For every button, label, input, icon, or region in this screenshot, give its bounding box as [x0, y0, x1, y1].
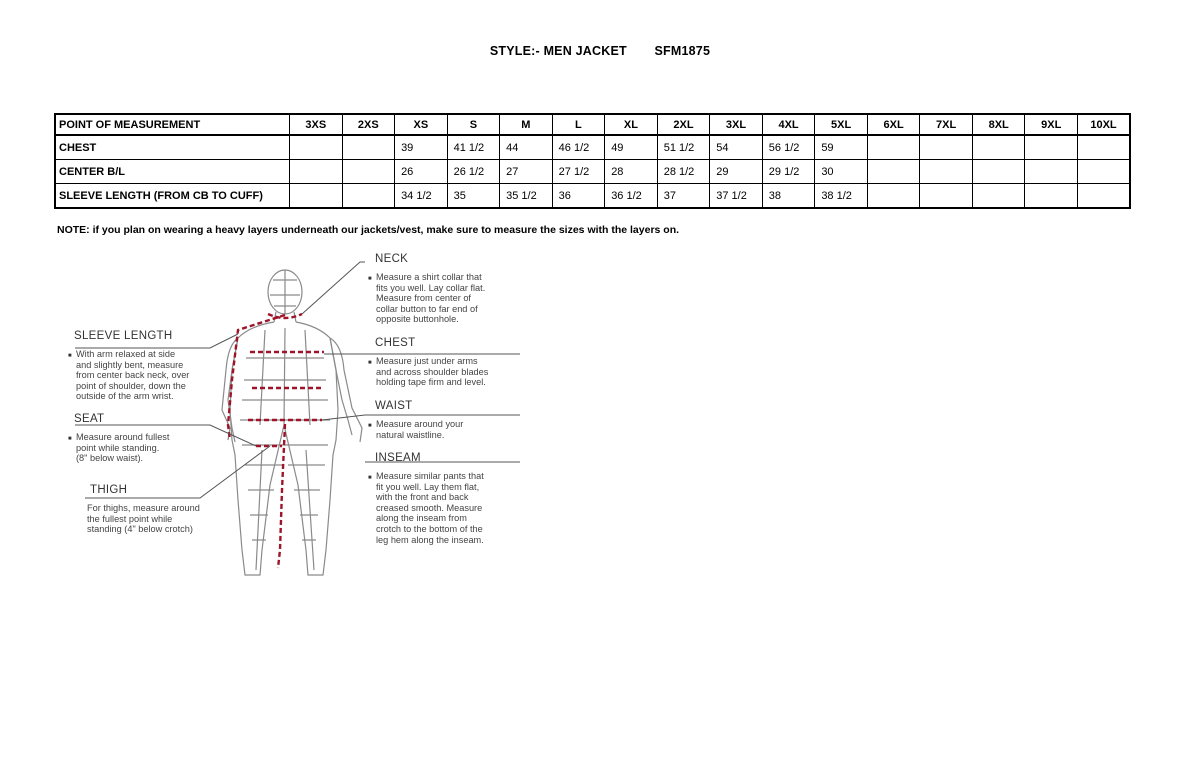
table-cell [1025, 184, 1078, 209]
guide-text-line: (8" below waist). [76, 453, 144, 464]
table-cell [867, 184, 920, 209]
guide-text-line: standing (4" below crotch) [87, 524, 193, 535]
table-cell [972, 135, 1025, 160]
guide-text-line: natural waistline. [376, 429, 445, 440]
table-cell [972, 184, 1025, 209]
guide-text-line: ■ Measure a shirt collar that [376, 272, 482, 282]
table-cell [1077, 160, 1130, 184]
header-size-6xl: 6XL [867, 114, 920, 135]
header-size-9xl: 9XL [1025, 114, 1078, 135]
guide-text-line: fits you well. Lay collar flat. [376, 282, 486, 293]
table-cell [1077, 184, 1130, 209]
table-cell: 36 1/2 [605, 184, 658, 209]
style-label: STYLE:- MEN JACKET [489, 44, 627, 58]
table-cell: 41 1/2 [447, 135, 500, 160]
neck-title: NECK [375, 253, 409, 265]
sleeve-length-text [76, 349, 189, 402]
seat-text [76, 432, 169, 464]
table-header-row [55, 114, 1130, 135]
table-cell: 36 [552, 184, 605, 209]
table-cell: 27 [500, 160, 553, 184]
row-label: CHEST [55, 135, 290, 160]
size-chart-table [54, 113, 1131, 209]
guide-text-line: point while standing. [76, 442, 160, 453]
header-size-xs: XS [395, 114, 448, 135]
table-cell: 28 1/2 [657, 160, 710, 184]
table-cell [290, 135, 343, 160]
row-label: SLEEVE LENGTH (FROM CB TO CUFF) [55, 184, 290, 209]
header-size-8xl: 8XL [972, 114, 1025, 135]
table-cell [920, 184, 973, 209]
row-label: CENTER B/L [55, 160, 290, 184]
header-size-3xs: 3XS [290, 114, 343, 135]
guide-text-line: ■ Measure just under arms [376, 356, 478, 366]
neck-text [376, 272, 485, 325]
table-cell: 38 [762, 184, 815, 209]
guide-text-line: ■ Measure around your [376, 419, 464, 429]
waist-title: WAIST [375, 400, 413, 412]
header-size-4xl: 4XL [762, 114, 815, 135]
guide-text-line: Measure from center of [376, 293, 471, 304]
table-row [55, 184, 1130, 209]
table-cell: 26 1/2 [447, 160, 500, 184]
header-size-2xl: 2XL [657, 114, 710, 135]
table-cell [342, 135, 395, 160]
table-cell: 56 1/2 [762, 135, 815, 160]
chest-title: CHEST [375, 337, 416, 349]
measurement-guide [60, 250, 530, 590]
header-point-of-measurement: POINT OF MEASUREMENT [55, 114, 290, 135]
thigh-text [87, 503, 200, 535]
table-cell [920, 135, 973, 160]
header-size-3xl: 3XL [710, 114, 763, 135]
table-cell: 59 [815, 135, 868, 160]
table-cell [972, 160, 1025, 184]
guide-text-line: and slightly bent, measure [76, 359, 184, 370]
table-cell: 28 [605, 160, 658, 184]
table-cell [342, 184, 395, 209]
table-cell [1025, 160, 1078, 184]
guide-text-line: collar button to far end of [376, 303, 478, 314]
table-cell [290, 160, 343, 184]
header-size-m: M [500, 114, 553, 135]
table-cell: 35 [447, 184, 500, 209]
table-cell [920, 160, 973, 184]
header-size-5xl: 5XL [815, 114, 868, 135]
table-cell: 26 [395, 160, 448, 184]
table-cell: 49 [605, 135, 658, 160]
chest-text [376, 356, 488, 388]
table-cell: 39 [395, 135, 448, 160]
guide-text-line: For thighs, measure around [87, 503, 200, 513]
guide-text-line: with the front and back [376, 492, 469, 503]
guide-text-line: leg hem along the inseam. [376, 534, 484, 545]
table-cell [867, 160, 920, 184]
guide-text-line: opposite buttonhole. [376, 314, 459, 325]
layering-note: NOTE: if you plan on wearing a heavy layers underneath our jackets/vest, make sure to measure the sizes with the layers on. [57, 224, 680, 236]
header-size-2xs: 2XS [342, 114, 395, 135]
guide-text-line: along the inseam from [376, 513, 467, 524]
table-cell [867, 135, 920, 160]
guide-text-line: ■ Measure around fullest [76, 432, 170, 442]
style-code: SFM1875 [654, 44, 711, 58]
sleeve-length-title: SLEEVE LENGTH [74, 330, 173, 342]
guide-text-line: from center back neck, over [76, 370, 190, 381]
body-outline [222, 270, 362, 575]
table-cell: 27 1/2 [552, 160, 605, 184]
guide-text-line: ■ Measure similar pants that [376, 471, 484, 481]
table-cell [1025, 135, 1078, 160]
header-size-10xl: 10XL [1077, 114, 1130, 135]
table-row [55, 135, 1130, 160]
guide-text-line: fit you well. Lay them flat, [376, 481, 480, 492]
table-cell: 44 [500, 135, 553, 160]
inseam-title: INSEAM [375, 452, 421, 464]
header-size-xl: XL [605, 114, 658, 135]
table-body [55, 135, 1130, 208]
header-size-7xl: 7XL [920, 114, 973, 135]
guide-text-line: ■ With arm relaxed at side [76, 349, 176, 359]
header-size-l: L [552, 114, 605, 135]
guide-text-line: crotch to the bottom of the [376, 523, 483, 534]
table-cell: 35 1/2 [500, 184, 553, 209]
guide-text-line: outside of the arm wrist. [76, 391, 174, 402]
table-cell: 37 1/2 [710, 184, 763, 209]
guide-text-line: creased smooth. Measure [376, 502, 483, 513]
table-cell: 54 [710, 135, 763, 160]
header-size-s: S [447, 114, 500, 135]
document-title [0, 44, 1200, 58]
table-cell: 46 1/2 [552, 135, 605, 160]
table-cell: 37 [657, 184, 710, 209]
table-cell [342, 160, 395, 184]
guide-text-line: and across shoulder blades [376, 366, 489, 377]
table-cell: 29 1/2 [762, 160, 815, 184]
table-cell: 38 1/2 [815, 184, 868, 209]
table-cell: 29 [710, 160, 763, 184]
table-cell [290, 184, 343, 209]
table-cell: 34 1/2 [395, 184, 448, 209]
measurement-lines [228, 314, 324, 568]
guide-text-line: the fullest point while [87, 513, 173, 524]
seat-title: SEAT [74, 413, 105, 425]
table-cell [1077, 135, 1130, 160]
guide-text-line: point of shoulder, down the [76, 380, 186, 391]
guide-text-line: holding tape firm and level. [376, 377, 486, 388]
inseam-text [376, 471, 484, 545]
table-row [55, 160, 1130, 184]
waist-text [376, 419, 463, 440]
table-cell: 51 1/2 [657, 135, 710, 160]
table-cell: 30 [815, 160, 868, 184]
thigh-title: THIGH [90, 484, 128, 496]
